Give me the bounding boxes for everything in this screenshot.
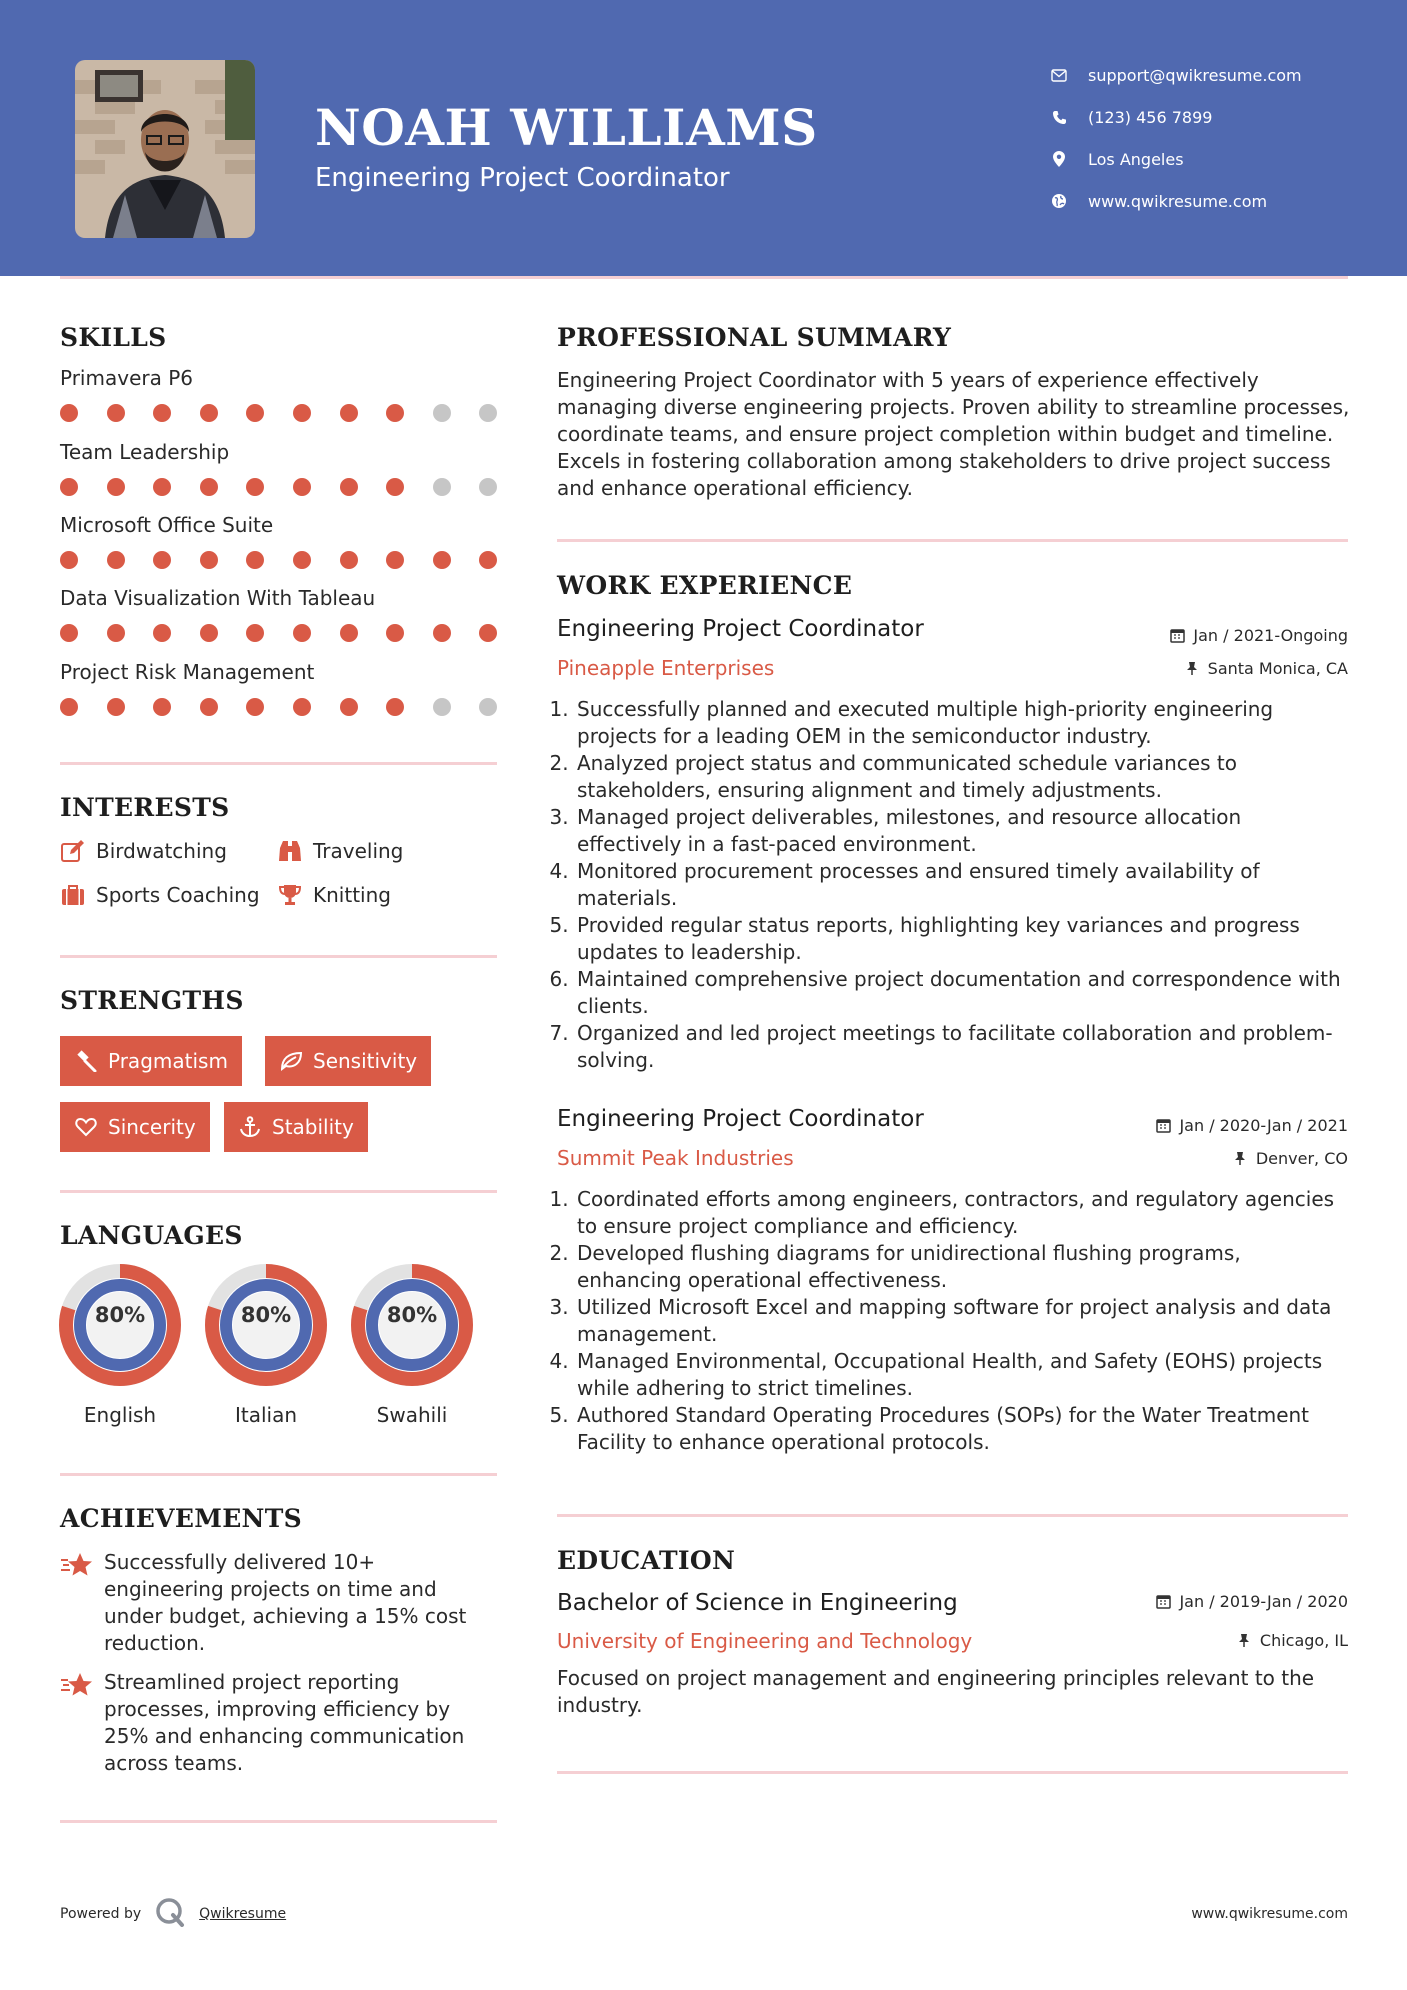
rating-dot-filled: [246, 478, 264, 496]
trophy-icon: [277, 882, 303, 908]
list-item: 3. Utilized Microsoft Excel and mapping software for project analysis and data management.: [575, 1294, 1347, 1348]
strength-tag: Sensitivity: [265, 1036, 431, 1086]
summary-heading: PROFESSIONAL SUMMARY: [557, 323, 952, 352]
globe-icon: [1050, 192, 1068, 210]
envelope-icon: [1050, 66, 1068, 84]
education-heading: EDUCATION: [557, 1546, 736, 1575]
achievement-item: Successfully delivered 10+ engineering projects on time and under budget, achieving a 15% cost reduction.: [60, 1549, 500, 1657]
list-item: 1. Coordinated efforts among engineers, contractors, and regulatory agencies to ensure project compliance and efficiency.: [575, 1186, 1347, 1240]
profile-photo: [75, 60, 255, 238]
heart-icon: [74, 1115, 98, 1139]
rating-dot-filled: [200, 404, 218, 422]
job-location: Santa Monica, CA: [1184, 659, 1348, 678]
achievements-heading: ACHIEVEMENTS: [60, 1504, 302, 1533]
list-item: 5. Provided regular status reports, highlighting key variances and progress updates to leadership.: [575, 912, 1347, 966]
rating-dot-filled: [433, 624, 451, 642]
rating-dot-filled: [293, 478, 311, 496]
rating-dot-filled: [200, 551, 218, 569]
skill-item: Project Risk Management: [60, 660, 500, 718]
rating-dot-filled: [293, 551, 311, 569]
rating-dot-empty: [479, 478, 497, 496]
calendar-icon: [1155, 1594, 1171, 1610]
footer-website-link[interactable]: www.qwikresume.com: [1191, 1906, 1348, 1922]
rating-dot-filled: [246, 404, 264, 422]
calendar-icon: [1169, 628, 1185, 644]
star-badge-icon: [60, 1671, 94, 1705]
job-company: Pineapple Enterprises: [557, 656, 775, 680]
gavel-icon: [74, 1049, 98, 1073]
skill-rating: [60, 474, 500, 498]
candidate-name: NOAH WILLIAMS: [315, 98, 818, 157]
phone-icon: [1050, 108, 1068, 126]
rating-dot-filled: [340, 698, 358, 716]
language-percent: 80%: [240, 1303, 292, 1327]
qwikresume-logo-icon: [155, 1897, 185, 1931]
rating-dot-empty: [433, 478, 451, 496]
contact-list: [1050, 54, 1302, 222]
rating-dot-filled: [60, 624, 78, 642]
job-bullets: [557, 1186, 1347, 1456]
skill-rating: [60, 694, 500, 718]
pushpin-icon: [1184, 661, 1200, 677]
pencil-square-icon: [60, 838, 86, 864]
rating-dot-empty: [433, 404, 451, 422]
rating-dot-filled: [386, 698, 404, 716]
list-item: 2. Developed flushing diagrams for unidirectional flushing programs, enhancing operational effectiveness.: [575, 1240, 1347, 1294]
language-name: Swahili: [376, 1403, 448, 1427]
strength-tag: Pragmatism: [60, 1036, 242, 1086]
section-divider: [60, 955, 497, 958]
list-item: 4. Monitored procurement processes and ensured timely availability of materials.: [575, 858, 1347, 912]
language-name: Italian: [234, 1403, 298, 1427]
interest-item: Traveling: [277, 838, 403, 864]
language-item: [58, 1263, 182, 1427]
job-company: Summit Peak Industries: [557, 1146, 794, 1170]
rating-dot-empty: [479, 404, 497, 422]
education-dates: Jan / 2019-Jan / 2020: [1155, 1592, 1348, 1611]
interest-item: Knitting: [277, 882, 391, 908]
rating-dot-filled: [246, 624, 264, 642]
section-divider: [557, 1771, 1348, 1774]
rating-dot-empty: [479, 698, 497, 716]
rating-dot-filled: [386, 624, 404, 642]
contact-location: Los Angeles: [1050, 138, 1302, 180]
section-divider: [60, 1820, 497, 1823]
education-description: Focused on project management and engineering principles relevant to the industry.: [557, 1666, 1315, 1717]
rating-dot-filled: [433, 551, 451, 569]
language-percent: 80%: [94, 1303, 146, 1327]
header-divider: [60, 276, 1348, 279]
achievement-item: Streamlined project reporting processes, improving efficiency by 25% and enhancing communication across teams.: [60, 1669, 500, 1777]
skill-item: Primavera P6: [60, 366, 500, 424]
rating-dot-empty: [433, 698, 451, 716]
anchor-icon: [238, 1115, 262, 1139]
briefcase-icon: [60, 882, 86, 908]
star-badge-icon: [60, 1551, 94, 1585]
contact-email[interactable]: support@qwikresume.com: [1050, 54, 1302, 96]
rating-dot-filled: [246, 551, 264, 569]
skill-rating: [60, 620, 500, 644]
language-item: [204, 1263, 328, 1427]
contact-website[interactable]: www.qwikresume.com: [1050, 180, 1302, 222]
language-name: English: [83, 1403, 157, 1427]
skill-item: Team Leadership: [60, 440, 500, 498]
education-degree: Bachelor of Science in Engineering: [557, 1590, 958, 1616]
rating-dot-filled: [246, 698, 264, 716]
job-bullets: [557, 696, 1347, 1074]
rating-dot-filled: [386, 551, 404, 569]
list-item: 2. Analyzed project status and communicated schedule variances to stakeholders, ensuring alignment and timely adjustments.: [575, 750, 1347, 804]
rating-dot-filled: [200, 698, 218, 716]
calendar-icon: [1155, 1118, 1171, 1134]
interest-item: Sports Coaching: [60, 882, 260, 908]
rating-dot-filled: [386, 404, 404, 422]
list-item: 6. Maintained comprehensive project documentation and correspondence with clients.: [575, 966, 1347, 1020]
skill-rating: [60, 547, 500, 571]
rating-dot-filled: [340, 478, 358, 496]
footer-powered-by: Powered by Qwikresume: [60, 1897, 286, 1931]
skill-rating: [60, 400, 500, 424]
rating-dot-filled: [386, 478, 404, 496]
section-divider: [557, 1514, 1348, 1517]
section-divider: [60, 1190, 497, 1193]
section-divider: [60, 762, 497, 765]
rating-dot-filled: [153, 698, 171, 716]
rating-dot-filled: [153, 478, 171, 496]
rating-dot-filled: [153, 551, 171, 569]
qwikresume-link[interactable]: Qwikresume: [199, 1906, 287, 1922]
rating-dot-filled: [340, 404, 358, 422]
strength-tag: Stability: [224, 1102, 368, 1152]
interests-heading: INTERESTS: [60, 793, 230, 822]
rating-dot-filled: [107, 551, 125, 569]
rating-dot-filled: [60, 404, 78, 422]
strength-tag: Sincerity: [60, 1102, 210, 1152]
job-dates: Jan / 2020-Jan / 2021: [1155, 1116, 1348, 1135]
rating-dot-filled: [153, 404, 171, 422]
skill-item: Microsoft Office Suite: [60, 513, 500, 571]
list-item: 5. Authored Standard Operating Procedures (SOPs) for the Water Treatment Facility to enhance operational protocols.: [575, 1402, 1347, 1456]
rating-dot-filled: [293, 698, 311, 716]
rating-dot-filled: [60, 698, 78, 716]
job-dates: Jan / 2021-Ongoing: [1169, 626, 1348, 645]
rating-dot-filled: [60, 478, 78, 496]
rating-dot-filled: [479, 624, 497, 642]
list-item: 1. Successfully planned and executed multiple high-priority engineering projects for a leading OEM in the semiconductor industry.: [575, 696, 1347, 750]
rating-dot-filled: [293, 404, 311, 422]
skills-heading: SKILLS: [60, 323, 167, 352]
map-pin-icon: [1050, 150, 1068, 168]
rating-dot-filled: [107, 624, 125, 642]
binoculars-icon: [277, 838, 303, 864]
experience-heading: WORK EXPERIENCE: [557, 571, 853, 600]
section-divider: [60, 1473, 497, 1476]
rating-dot-filled: [340, 624, 358, 642]
rating-dot-filled: [293, 624, 311, 642]
rating-dot-filled: [107, 698, 125, 716]
leaf-icon: [279, 1049, 303, 1073]
rating-dot-filled: [200, 624, 218, 642]
section-divider: [557, 539, 1348, 542]
candidate-title: Engineering Project Coordinator: [315, 163, 730, 193]
list-item: 7. Organized and led project meetings to facilitate collaboration and problem-solving.: [575, 1020, 1347, 1074]
rating-dot-filled: [107, 478, 125, 496]
rating-dot-filled: [153, 624, 171, 642]
job-location: Denver, CO: [1232, 1149, 1348, 1168]
rating-dot-filled: [200, 478, 218, 496]
rating-dot-filled: [479, 551, 497, 569]
pushpin-icon: [1232, 1151, 1248, 1167]
job-title: Engineering Project Coordinator: [557, 1106, 924, 1132]
rating-dot-filled: [340, 551, 358, 569]
interest-item: Birdwatching: [60, 838, 227, 864]
list-item: 3. Managed project deliverables, milestones, and resource allocation effectively in a fast-paced environment.: [575, 804, 1347, 858]
resume-header: [0, 0, 1407, 276]
language-percent: 80%: [386, 1303, 438, 1327]
language-item: [350, 1263, 474, 1427]
languages-heading: LANGUAGES: [60, 1221, 243, 1250]
education-location: Chicago, IL: [1236, 1631, 1348, 1650]
contact-phone[interactable]: (123) 456 7899: [1050, 96, 1302, 138]
summary-text: Engineering Project Coordinator with 5 years of experience effectively managing diverse engineering projects. Proven ability to streamline processes, coordinate teams, and ensure project completion within budget and timeline. Excels in fostering collaboration among stakeholders to drive project success and enhance operational efficiency.: [557, 368, 1350, 500]
strengths-heading: STRENGTHS: [60, 986, 244, 1015]
job-title: Engineering Project Coordinator: [557, 616, 924, 642]
rating-dot-filled: [107, 404, 125, 422]
education-school: University of Engineering and Technology: [557, 1629, 973, 1653]
rating-dot-filled: [60, 551, 78, 569]
pushpin-icon: [1236, 1633, 1252, 1649]
list-item: 4. Managed Environmental, Occupational Health, and Safety (EOHS) projects while adhering to strict timelines.: [575, 1348, 1347, 1402]
skill-item: Data Visualization With Tableau: [60, 586, 500, 644]
